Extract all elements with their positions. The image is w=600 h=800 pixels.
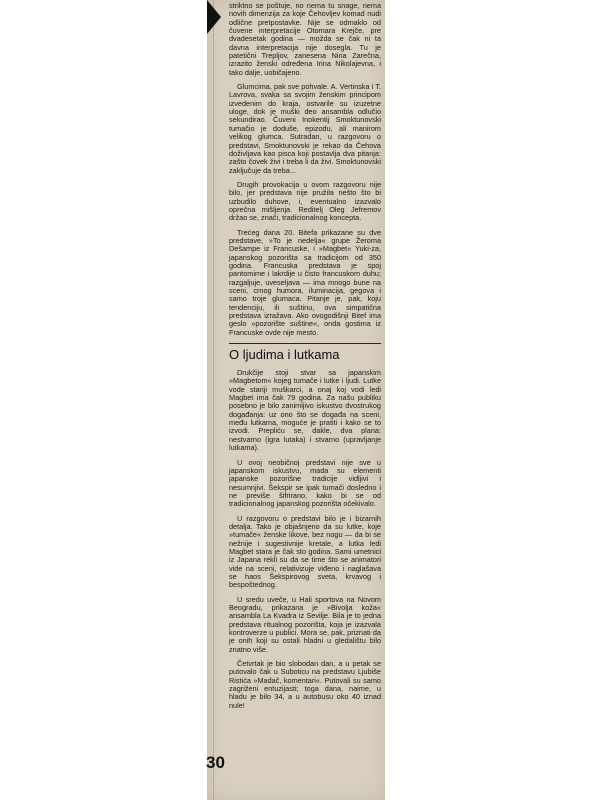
paragraph: U ovoj neobičnoj predstavi nije sve u japanskom iskustvu, mada su elementi japanske pozorišne tradicije vidljivi i nesumnjivi. Šekspir se ipak tumači dosledno i ne previše šifrirano, kako bi se od tradicionalnog japanskog pozorišta očekivalo. <box>229 457 381 509</box>
fold-line <box>213 0 214 800</box>
paragraph: striktno se poštuje, no nema tu snage, nema novih dimenzija za koje Čehovljev komad nudi odlične pretpostavke. Nije se odmaklo od čuvene interpretacije Otomara Krejče, pre dvadesetak godina — možda se čak ni ta davna interpretacija nije dosegla. Tu je patetični Trepljov, zanesena Nina Zarečna, izrazito ženski određena Irina Nikolajevna, i tako dalje, uobičajeno. <box>229 1 381 77</box>
article-column <box>229 2 381 716</box>
continuation-arrow-icon <box>207 0 221 34</box>
heading-rule <box>229 343 381 344</box>
newspaper-clipping <box>207 0 385 800</box>
paragraph: Četvrtak je bio slobodan dan, a u petak se putovalo čak u Suboticu na predstavu Ljubiše Ristića »Madač, komentari«. Putovali su samo zagriženi entuzijasti; toga dana, naime, u hladu je bilo 34, a u autobusu oko 40 iznad nule! <box>229 659 381 710</box>
paragraph: Drugih provokacija u ovom razgovoru nije bilo, jer predstava nije pružila nešto što bi uzbudilo duhove, i, eventualno izazvalo oprečna mišljenja. Reditelj Oleg Jefremov držao se, znači, tradicionalnog koncepta. <box>229 179 381 223</box>
paragraph: Drukčije stoji stvar sa japanskim »Magbetom« kojeg tumače i lutke i ljudi. Lutke vode stariji muškarci, a onaj koj vodi ledi Magbet ima čak 79 godina. Za našu publiku posebno je bilo zanimljivo iskustvo dvostrukog događanja: uz ono što se događa na sceni, među lutkama, moguće je pratiti i kako se to izvodi. Prepliću se, dakle, dva plana: nestvarno (igra lutaka) i stvarno (upravljanje lutkama). <box>229 368 381 453</box>
paragraph: Glumcima, pak sve pohvale. A. Vertinska i T. Lavrova, svaka sa svojim ženskim principom izvedenim do kraja, ostvarile su izuzetne uloge, dok je muški deo ansambla odlučio sekundirao. Čuveni Inokentij Smoktunovski tumačio je doduše, epizodu, ali manirom velikog glumca. Sutradan, u razgovoru o predstavi, Smoktunovski je rekao da Čehova doživljava kao pisca koji postavlja dva pitanja: zašto čovek živi i treba li da živi. Smoktunovski zaključuje da treba... <box>229 82 381 175</box>
article-heading: O ljudima i lutkama <box>229 347 340 363</box>
paragraph: U sredu uveče, u Hali sportova na Novom Beogradu, prikazana je »Bivolja koža« ansambla La Kvadra iz Sevilje. Bila je to jedna predstava ritualnog pozorišta, koja je izazvala kontroverze u publici. Mora se, pak, priznati da je onih koji su ostali hladni u gledalištu bilo znatno više. <box>229 594 381 654</box>
paragraph: Trećeg dana 20. Bitefa prikazane su dve predstave, »To je nedelja« grupe Žeroma Dešampe iz Francuske, i »Magbet« Yuki-za, japanskog pozorišta sa tradicijom od 350 godina. Francuska predstava je spoj pantomime i lakrdije u čisto francuskom duhu; razgaljuje, uveseljava — ima mnogo bune na sceni, crnog humora, iluminacija, gegova i samo troje glumaca. Pitanje je, pak, koju tendenciju, ili suštinu, ova simpatična predstava izražava. Ako ovogodišnji Bitef ima geslo »pozorište suštine«, onda gostima iz Francuske ovde nije mesto. <box>229 227 381 337</box>
page-number: 30 <box>206 753 225 772</box>
paragraph: U razgovoru o predstavi bilo je i bizarnih detalja. Tako je objašnjeno da su lutke, koje »tumače« ženske likove, bez nogu — da bi se nežnije i sugestivnije kretale, a lutka ledi Magbet stara je čak sto godina. Sami umetnici iz Japana rekli su da se time što se animatori vide na sceni, relativizuje viđeno i naglašava se haos Šekspirovog sveta, krvavog i bespoštednog. <box>229 513 381 590</box>
